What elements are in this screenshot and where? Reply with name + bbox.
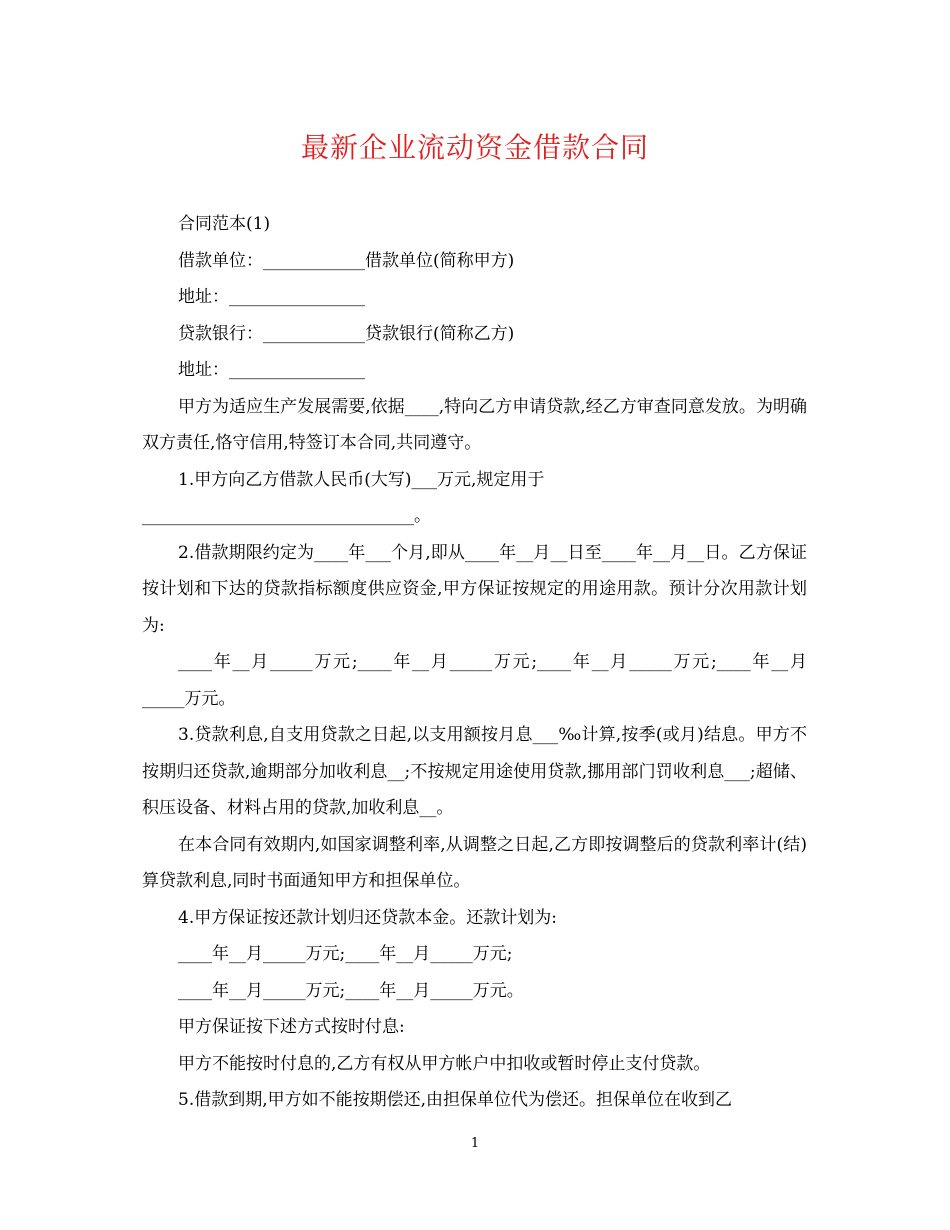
paragraph-drawdown-plan: ____年__月_____万元;____年__月_____万元;____年__月_____万元;____年__月_____万元。	[142, 652, 807, 709]
document-title: 最新企业流动资金借款合同	[300, 131, 649, 164]
paragraph-clause-1-purpose-blank: ________________________________。	[142, 506, 431, 526]
paragraph-preamble: 甲方为适应生产发展需要,依据____,特向乙方申请贷款,经乙方审查同意发放。为明确双方责任,恪守信用,特签订本合同,共同遵守。	[142, 396, 807, 453]
paragraph-rate-adjustment: 在本合同有效期内,如国家调整利率,从调整之日起,乙方即按调整后的贷款利率计(结)算贷款利息,同时书面通知甲方和担保单位。	[142, 834, 807, 891]
paragraph-clause-4: 4.甲方保证按还款计划归还贷款本金。还款计划为:	[178, 907, 557, 928]
paragraph-clause-5: 5.借款到期,甲方如不能按期偿还,由担保单位代为偿还。担保单位在收到乙	[178, 1090, 733, 1110]
page-number: 1	[470, 1136, 480, 1151]
paragraph-repayment-plan-2: ____年__月_____万元;____年__月_____万元。	[178, 980, 524, 1001]
paragraph-late-interest: 甲方不能按时付息的,乙方有权从甲方帐户中扣收或暂时停止支付贷款。	[178, 1053, 711, 1074]
paragraph-clause-3: 3.贷款利息,自支用贷款之日起,以支用额按月息___‰计算,按季(或月)结息。甲方不按期归还贷款,逾期部分加收利息__;不按规定用途使用贷款,挪用部门罚收利息___;超储、积压设备、材料占用的贷款,加收利息__。	[142, 725, 807, 818]
paragraph-borrower-address: 地址：________________	[178, 287, 365, 307]
document-body	[142, 206, 807, 1119]
paragraph-clause-2: 2.借款期限约定为____年___个月,即从____年__月__日至____年__月__日。乙方保证按计划和下达的贷款指标额度供应资金,甲方保证按规定的用途用款。预计分次用款计划为:	[142, 542, 807, 636]
paragraph-lender-address: 地址：________________	[178, 360, 365, 380]
paragraph-clause-1: 1.甲方向乙方借款人民币(大写)___万元,规定用于	[178, 469, 545, 490]
paragraph-repayment-plan-1: ____年__月_____万元;____年__月_____万元;	[178, 944, 513, 964]
paragraph-interest-method: 甲方保证按下述方式按时付息:	[178, 1017, 405, 1037]
paragraph-borrower: 借款单位：____________借款单位(简称甲方)	[178, 250, 515, 271]
paragraph-contract-sample: 合同范本(1)	[178, 214, 271, 234]
paragraph-lender-bank: 贷款银行：____________贷款银行(简称乙方)	[178, 323, 515, 344]
